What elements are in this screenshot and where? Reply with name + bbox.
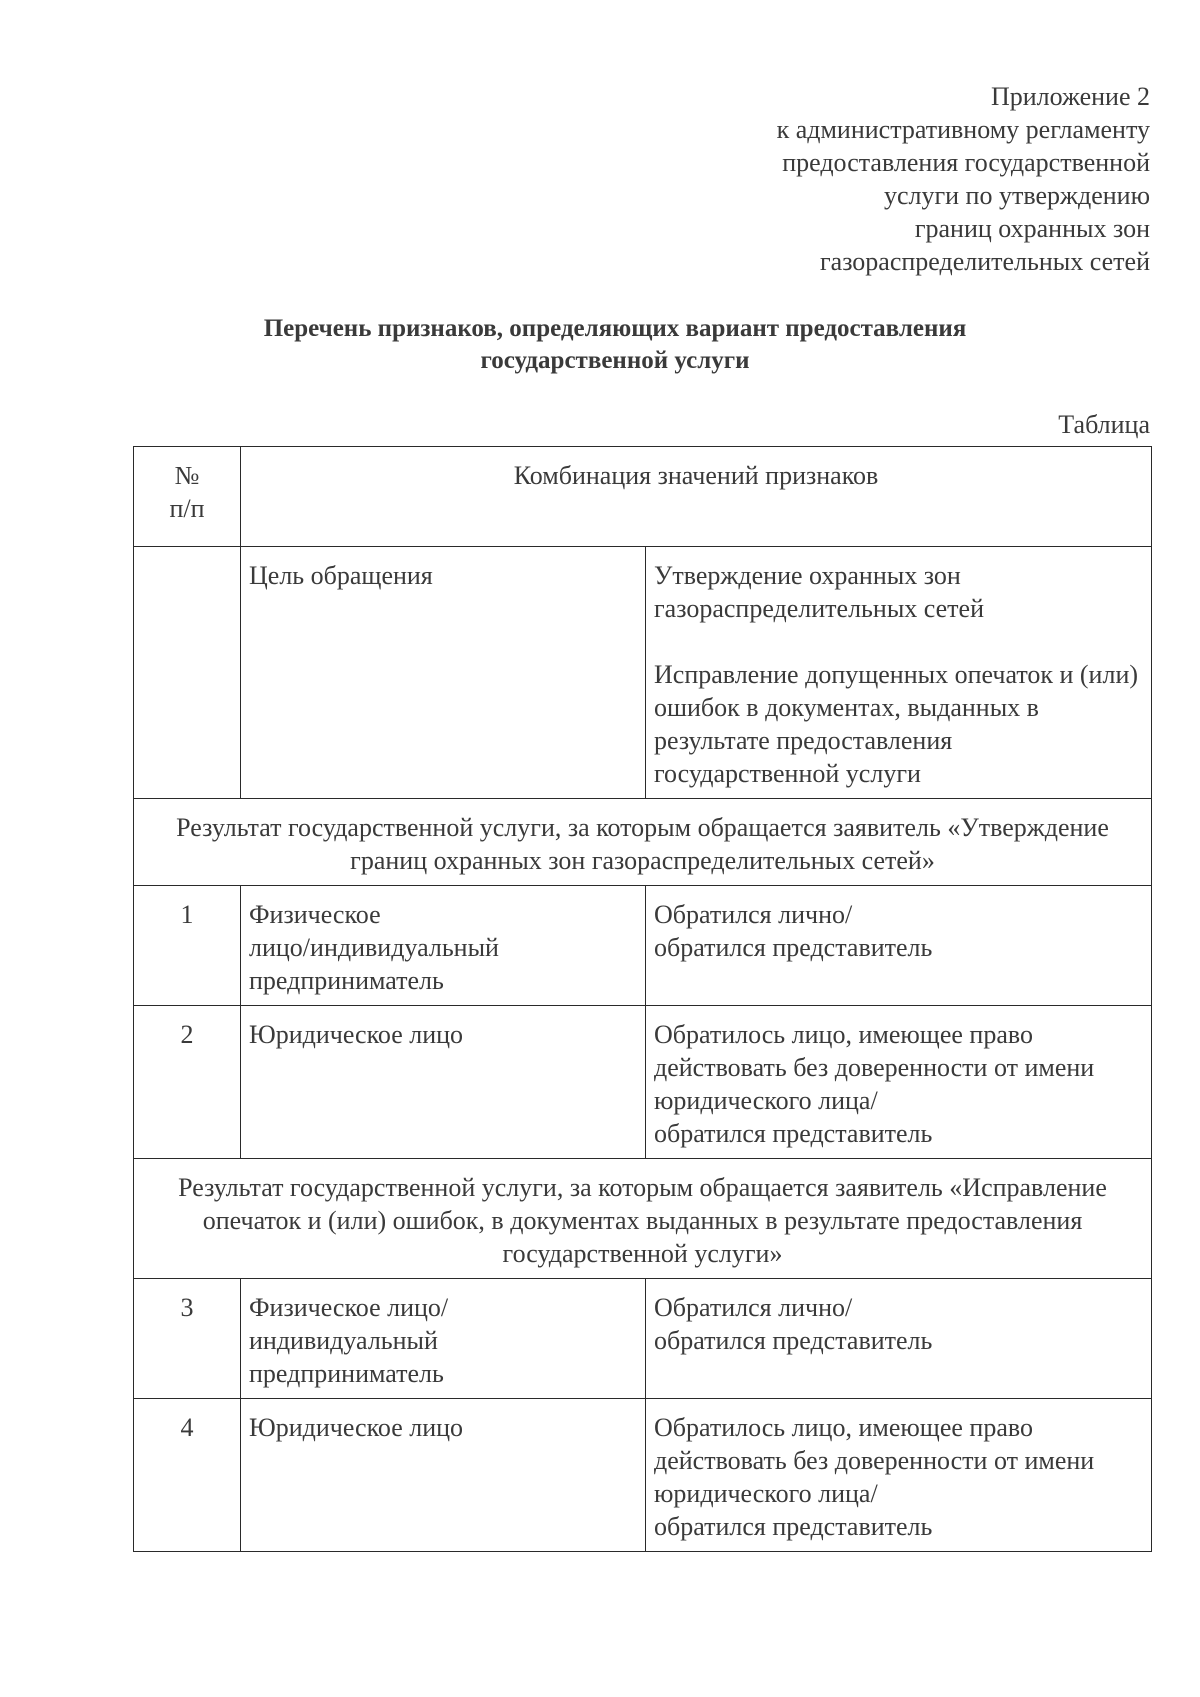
title-line: Перечень признаков, определяющих вариант предоставления (263, 315, 967, 342)
appendix-line: Приложение 2 (990, 82, 1150, 111)
row-value: Обратилось лицо, имеющее право действовать без доверенности от имени юридического лица/ обратился представитель (646, 1006, 1152, 1159)
table-row (134, 886, 1152, 1006)
row-attribute: Физическое лицо/ индивидуальный предприниматель (241, 1279, 646, 1399)
row-value: Обратился лично/ обратился представитель (646, 886, 1152, 1006)
header-combination-cell: Комбинация значений признаков (241, 447, 1152, 547)
table-row (134, 1006, 1152, 1159)
goal-number-cell (134, 547, 241, 799)
appendix-line: к административному регламенту (776, 115, 1150, 144)
table-row (134, 1399, 1152, 1552)
row-value: Обратилось лицо, имеющее право действовать без доверенности от имени юридического лица/ обратился представитель (646, 1399, 1152, 1552)
table-section-row (134, 1159, 1152, 1279)
appendix-line: предоставления государственной (782, 148, 1150, 177)
row-attribute: Юридическое лицо (241, 1006, 646, 1159)
goal-value: Утверждение охранных зон газораспределительных сетей (654, 561, 985, 623)
appendix-reference (590, 80, 1150, 278)
row-value: Обратился лично/ обратился представитель (646, 1279, 1152, 1399)
appendix-line: границ охранных зон (914, 214, 1150, 243)
goal-attribute-cell: Цель обращения (241, 547, 646, 799)
table-caption: Таблица (1058, 410, 1150, 439)
table-section-row (134, 799, 1152, 886)
criteria-table (133, 446, 1152, 1552)
goal-values-cell (646, 547, 1152, 799)
table-header-row (134, 447, 1152, 547)
appendix-line: услуги по утверждению (883, 181, 1150, 210)
row-number: 1 (134, 886, 241, 1006)
row-number: 4 (134, 1399, 241, 1552)
appendix-line: газораспределительных сетей (819, 247, 1150, 276)
table-row (134, 1279, 1152, 1399)
row-attribute: Физическое лицо/индивидуальный предприниматель (241, 886, 646, 1006)
row-attribute: Юридическое лицо (241, 1399, 646, 1552)
table-row-goal (134, 547, 1152, 799)
header-number-cell: № п/п (134, 447, 241, 547)
goal-value: Исправление допущенных опечаток и (или) ошибок в документах, выданных в результате предоставления государственной услуги (654, 660, 1139, 788)
section-heading-2: Результат государственной услуги, за которым обращается заявитель «Исправление опечаток и (или) ошибок, в документах выданных в результате предоставления государственной услуги» (134, 1159, 1152, 1279)
row-number: 3 (134, 1279, 241, 1399)
title-line: государственной услуги (480, 347, 750, 374)
section-heading-1: Результат государственной услуги, за которым обращается заявитель «Утверждение границ охранных зон газораспределительных сетей» (134, 799, 1152, 886)
row-number: 2 (134, 1006, 241, 1159)
document-title (130, 313, 1100, 377)
